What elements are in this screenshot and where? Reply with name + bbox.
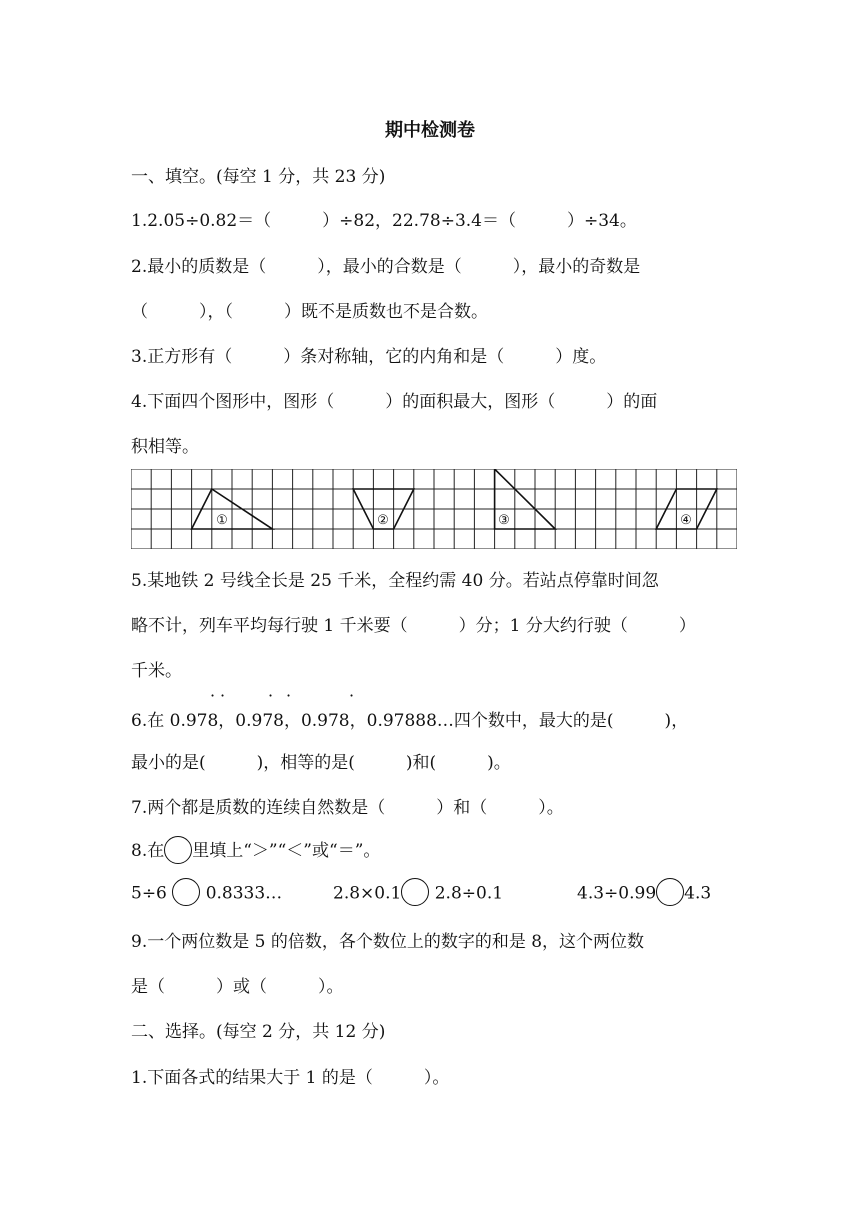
question-8-prefix: 8.在 xyxy=(131,841,165,861)
repeat-dot: · xyxy=(349,686,355,705)
question-7: 7.两个都是质数的连续自然数是（ ）和（ ）。 xyxy=(131,798,564,818)
question-3: 3.正方形有（ ）条对称轴，它的内角和是（ ）度。 xyxy=(131,347,607,367)
shape-grid-figure xyxy=(131,469,737,549)
repeat-dot: · xyxy=(220,686,226,705)
repeat-dot: · xyxy=(210,686,216,705)
shape-3-label: ③ xyxy=(498,513,510,528)
question-5-line-1: 5.某地铁 2 号线全长是 25 千米，全程约需 40 分。若站点停靠时间忽 xyxy=(131,571,659,591)
choice-question-1: 1.下面各式的结果大于 1 的是（ ）。 xyxy=(131,1068,450,1088)
comparison-3 xyxy=(577,880,711,908)
comparison-1 xyxy=(131,880,282,908)
comparison-2-right: 2.8÷0.1 xyxy=(434,883,504,904)
question-8 xyxy=(131,836,380,866)
question-2-line-1: 2.最小的质数是（ ），最小的合数是（ ），最小的奇数是 xyxy=(131,257,641,277)
comparison-3-circle[interactable] xyxy=(656,878,684,906)
comparison-3-right: 4.3 xyxy=(684,883,712,904)
question-6-line-1: 6.在 0.978，0.978，0.978，0.97888…四个数中，最大的是( )， xyxy=(131,711,689,731)
section-heading-choice: 二、选择。(每空 2 分，共 12 分) xyxy=(131,1022,386,1042)
question-5-line-3: 千米。 xyxy=(131,661,182,681)
question-6-line-2: 最小的是( )，相等的是( )和( )。 xyxy=(131,753,511,773)
comparison-2-left: 2.8×0.1 xyxy=(333,883,402,904)
comparison-1-left: 5÷6 xyxy=(131,883,167,904)
question-5-line-2: 略不计，列车平均每行驶 1 千米要（ ）分；1 分大约行驶（ ） xyxy=(131,616,696,636)
question-9-line-1: 9.一个两位数是 5 的倍数，各个数位上的数字的和是 8，这个两位数 xyxy=(131,932,645,952)
question-4-line-1: 4.下面四个图形中，图形（ ）的面积最大，图形（ ）的面 xyxy=(131,392,658,412)
comparison-3-left: 4.3÷0.99 xyxy=(577,883,657,904)
repeat-dot: · xyxy=(268,686,274,705)
grid-lines xyxy=(131,469,737,549)
compare-circle-icon xyxy=(164,836,192,864)
comparison-1-circle[interactable] xyxy=(172,878,200,906)
comparison-2-circle[interactable] xyxy=(401,878,429,906)
question-4-line-2: 积相等。 xyxy=(131,437,199,457)
shape-1-label: ① xyxy=(216,513,228,528)
section-heading-fill: 一、填空。(每空 1 分，共 23 分) xyxy=(131,167,386,187)
question-8-suffix: 里填上“＞”“＜”或“＝”。 xyxy=(192,841,381,861)
shape-2-label: ② xyxy=(377,513,389,528)
page-title: 期中检测卷 xyxy=(385,120,475,141)
comparison-2 xyxy=(333,880,503,908)
question-9-line-2: 是（ ）或（ ）。 xyxy=(131,977,344,997)
question-2-line-2: （ ），（ ）既不是质数也不是合数。 xyxy=(131,302,488,322)
shape-grid-svg xyxy=(131,469,737,549)
question-1: 1.2.05÷0.82＝（ ）÷82，22.78÷3.4＝（ ）÷34。 xyxy=(131,211,637,231)
repeat-dot: · xyxy=(286,686,292,705)
shape-4-label: ④ xyxy=(680,513,692,528)
comparison-1-right: 0.8333… xyxy=(205,883,283,904)
